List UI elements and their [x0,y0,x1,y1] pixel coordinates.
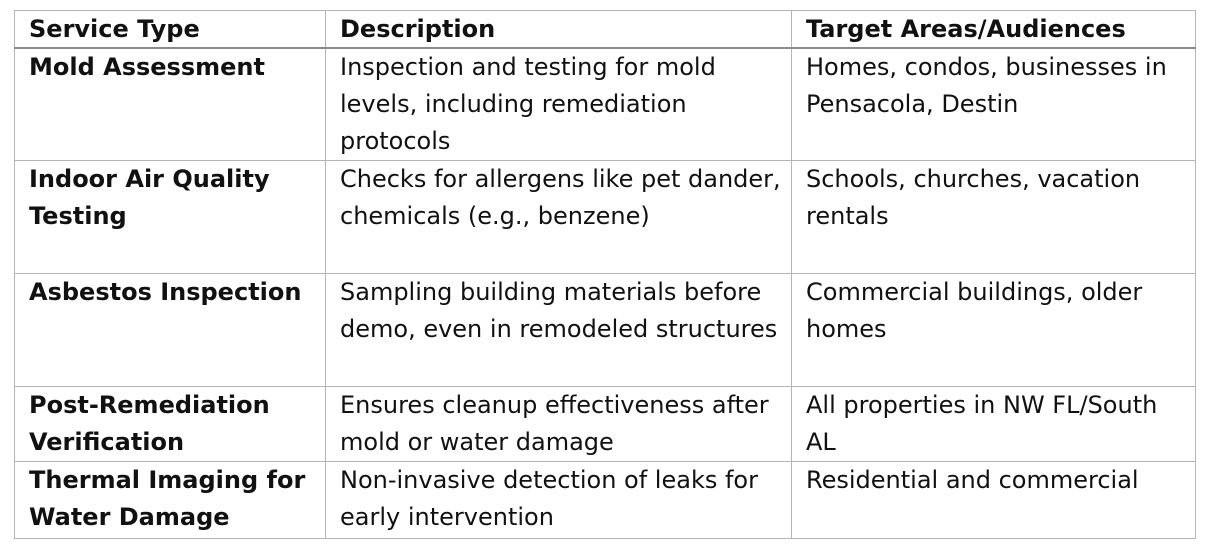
table-body [15,48,1196,539]
table-row [15,462,1196,539]
table-row [15,274,1196,387]
service-type-cell: Post-Remediation Verification [15,387,326,462]
table-row [15,387,1196,462]
header-description: Description [326,11,792,49]
table-row [15,161,1196,274]
services-table [14,10,1196,539]
service-type-cell: Indoor Air Quality Testing [15,161,326,274]
description-cell: Non-invasive detection of leaks for early intervention [326,462,792,539]
target-cell: Residential and commercial [792,462,1196,539]
target-cell: Schools, churches, vacation rentals [792,161,1196,274]
target-cell: Commercial buildings, older homes [792,274,1196,387]
description-cell: Checks for allergens like pet dander, chemicals (e.g., benzene) [326,161,792,274]
target-cell: All properties in NW FL/South AL [792,387,1196,462]
service-type-cell: Thermal Imaging for Water Damage [15,462,326,539]
service-type-cell: Mold Assessment [15,48,326,161]
target-cell: Homes, condos, businesses in Pensacola, Destin [792,48,1196,161]
table-header [15,11,1196,49]
services-table-container [14,10,1195,539]
table-row [15,48,1196,161]
description-cell: Sampling building materials before demo, even in remodeled structures [326,274,792,387]
header-row [15,11,1196,49]
description-cell: Inspection and testing for mold levels, including remediation protocols [326,48,792,161]
description-cell: Ensures cleanup effectiveness after mold or water damage [326,387,792,462]
service-type-cell: Asbestos Inspection [15,274,326,387]
header-service-type: Service Type [15,11,326,49]
header-target-areas: Target Areas/Audiences [792,11,1196,49]
